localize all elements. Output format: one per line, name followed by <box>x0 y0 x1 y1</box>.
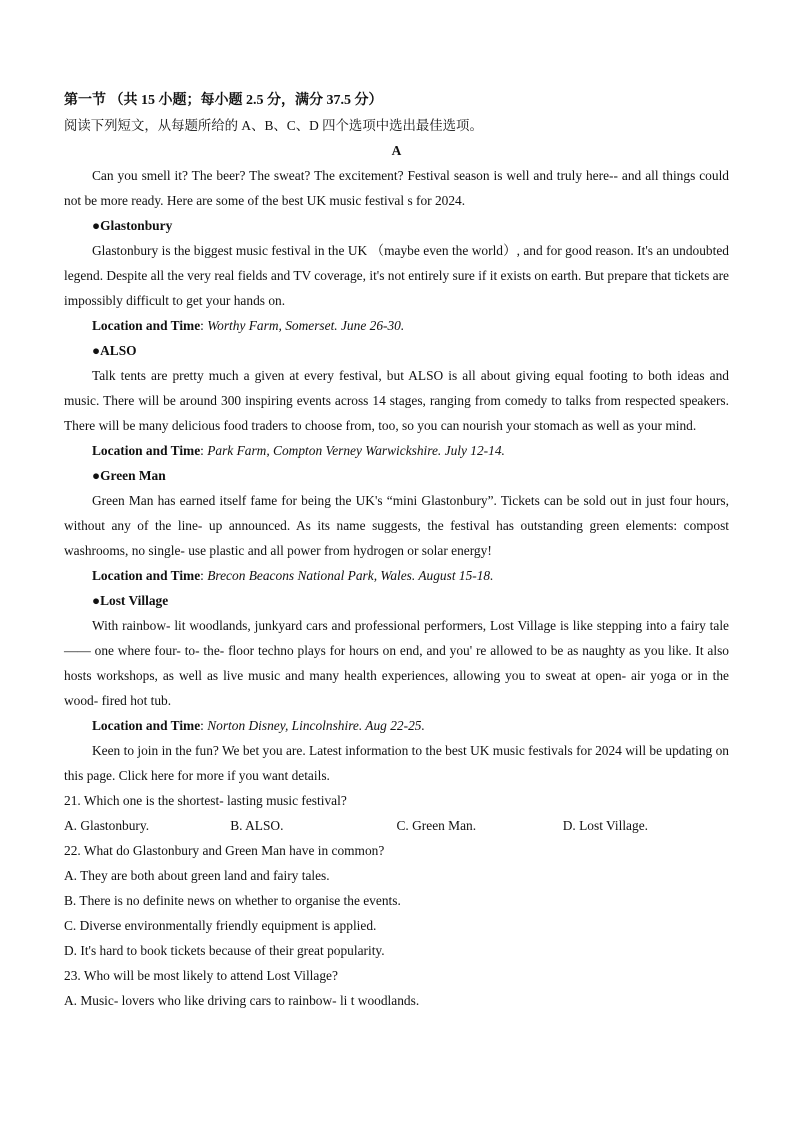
intro-paragraph: Can you smell it? The beer? The sweat? The excitement? Festival season is well and truly here-- and all things could not be more ready. Here are some of the best UK music festival s for 2024. <box>64 168 729 208</box>
festival-name-glastonbury: ●Glastonbury <box>92 218 173 233</box>
festival-name-also: ●ALSO <box>92 343 137 358</box>
option-a: A. Music- lovers who like driving cars to rainbow- li t woodlands. <box>64 993 420 1008</box>
festival-description-lost-village: With rainbow- lit woodlands, junkyard cars and professional performers, Lost Village is like stepping into a fairy tale—— one where four- to- the- floor techno plays for hours on end, and you' re allowed to be as naughty as you like. It also hosts workshops, as well as live music and many health experiences, allowing you to sweat at open- air yoga or in the wood- fired hot tub. <box>64 618 729 708</box>
festival-name-lost-village: ●Lost Village <box>92 593 169 608</box>
option-c: C. Diverse environmentally friendly equipment is applied. <box>64 918 377 933</box>
festival-location-also: Location and Time: Park Farm, Compton Verney Warwickshire. July 12-14. <box>92 443 505 458</box>
option-b: B. ALSO. <box>230 818 284 833</box>
option-a: A. Glastonbury. <box>64 818 150 833</box>
option-b: B. There is no definite news on whether to organise the events. <box>64 893 401 908</box>
festival-description-glastonbury: Glastonbury is the biggest music festival in the UK （maybe even the world）, and for good reason. It's an undoubted legend. Despite all the very real fields and TV coverage, it's not entirely sure if it exists on earth. But prepare that tickets are impossibly difficult to get your hands on. <box>64 243 729 308</box>
location-label: Location and Time <box>92 318 201 333</box>
festival-location-lost-village: Location and Time: Norton Disney, Lincolnshire. Aug 22-25. <box>92 718 425 733</box>
festival-description-green-man: Green Man has earned itself fame for being the UK's “mini Glastonbury”. Tickets can be sold out in just four hours, without any of the line- up announced. As its name suggests, the festival has outstanding green elements: compost washrooms, no single- use plastic and all power from hydrogen or solar energy! <box>64 493 729 558</box>
location-label: Location and Time <box>92 443 201 458</box>
exam-page <box>64 88 729 1013</box>
location-value: Park Farm, Compton Verney Warwickshire. July 12-14. <box>207 443 505 458</box>
location-label: Location and Time <box>92 568 201 583</box>
question-21-options <box>64 813 729 838</box>
section-header: 第一节 （共 15 小题；每小题 2.5 分，满分 37.5 分） <box>64 93 383 108</box>
location-value: Norton Disney, Lincolnshire. Aug 22-25. <box>207 718 425 733</box>
option-d: D. It's hard to book tickets because of their great popularity. <box>64 943 385 958</box>
festival-name-green-man: ●Green Man <box>92 468 166 483</box>
outro-paragraph: Keen to join in the fun? We bet you are. Latest information to the best UK music festivals for 2024 will be updating on this page. Click here for more if you want details. <box>64 743 729 783</box>
festival-location-glastonbury: Location and Time: Worthy Farm, Somerset. June 26-30. <box>92 318 405 333</box>
option-a: A. They are both about green land and fairy tales. <box>64 868 330 883</box>
festival-description-also: Talk tents are pretty much a given at every festival, but ALSO is all about giving equal footing to both ideas and music. There will be around 300 inspiring events across 14 stages, ranging from comedy to talks from respected speakers. There will be many delicious food traders to choose from, too, so you can nourish your stomach as well as your mind. <box>64 368 729 433</box>
passage-label: A <box>391 143 402 158</box>
option-d: D. Lost Village. <box>562 818 648 833</box>
question-21-stem: 21. Which one is the shortest- lasting music festival? <box>64 793 347 808</box>
location-value: Brecon Beacons National Park, Wales. August 15-18. <box>207 568 494 583</box>
festival-location-green-man: Location and Time: Brecon Beacons National Park, Wales. August 15-18. <box>92 568 494 583</box>
question-22-stem: 22. What do Glastonbury and Green Man have in common? <box>64 843 385 858</box>
location-label: Location and Time <box>92 718 201 733</box>
instruction: 阅读下列短文，从每题所给的 A、B、C、D 四个选项中选出最佳选项。 <box>64 118 483 133</box>
option-c: C. Green Man. <box>396 818 477 833</box>
question-23-stem: 23. Who will be most likely to attend Lost Village? <box>64 968 338 983</box>
location-value: Worthy Farm, Somerset. June 26-30. <box>207 318 405 333</box>
